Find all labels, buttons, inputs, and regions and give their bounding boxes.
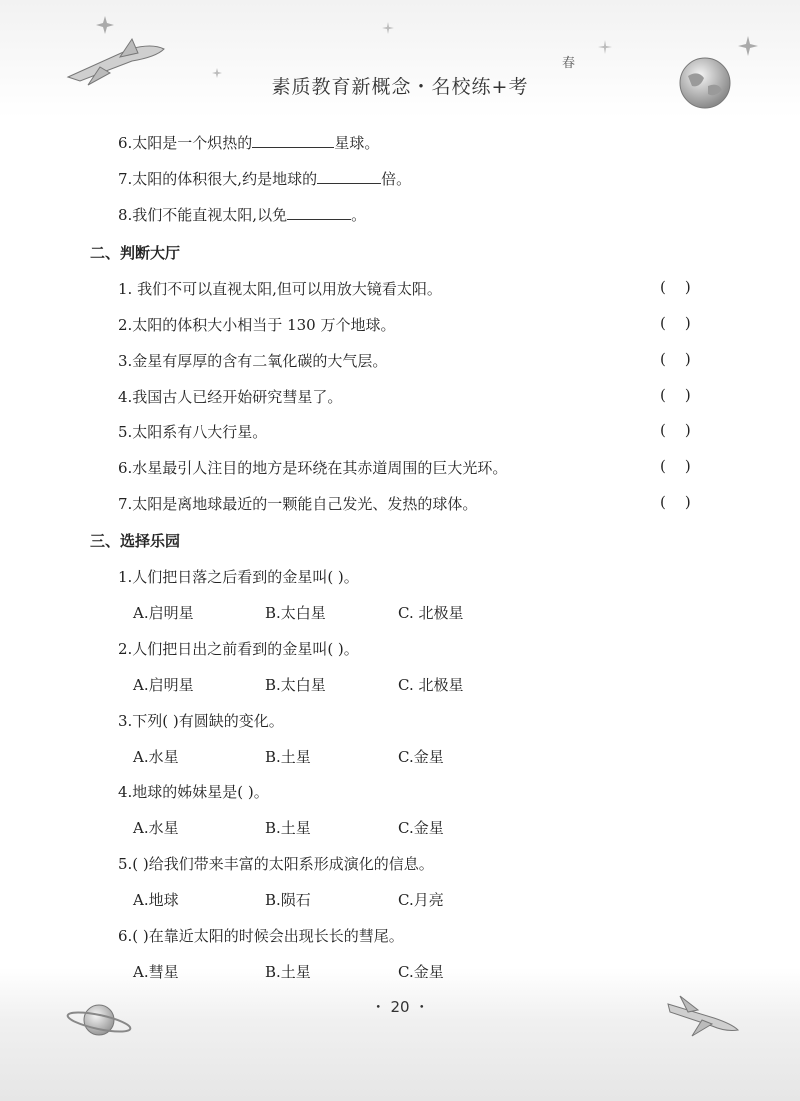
answer-parens: ( ) — [660, 386, 691, 404]
judgement-item: 5.太阳系有八大行星。 — [118, 423, 268, 441]
choice-question: 6.( )在靠近太阳的时候会出现长长的彗尾。 — [118, 927, 404, 945]
answer-blank — [317, 169, 381, 184]
choice-option-b: B.土星 — [265, 819, 311, 837]
choice-option-a: A.地球 — [133, 891, 179, 909]
choice-option-a: A.彗星 — [133, 963, 179, 981]
answer-parens: ( ) — [660, 350, 691, 368]
judgement-item: 7.太阳是离地球最近的一颗能自己发光、发热的球体。 — [118, 495, 478, 513]
fill-blank-text: 6.太阳是一个炽热的 — [118, 134, 253, 152]
answer-parens: ( ) — [660, 421, 691, 439]
season-label: 春 — [562, 56, 576, 71]
fill-blank-item — [118, 168, 411, 189]
judgement-item: 2.太阳的体积大小相当于 130 万个地球。 — [118, 316, 396, 334]
choice-option-a: A.启明星 — [133, 676, 194, 694]
choice-option-c: C. 北极星 — [398, 676, 464, 694]
choice-option-a: A.启明星 — [133, 604, 194, 622]
fill-blank-text: 。 — [351, 206, 367, 224]
choice-option-a: A.水星 — [133, 748, 179, 766]
choice-option-b: B.土星 — [265, 748, 311, 766]
judgement-item: 1. 我们不可以直视太阳,但可以用放大镜看太阳。 — [118, 280, 442, 298]
section-heading-judgement: 二、判断大厅 — [90, 244, 181, 262]
fill-blank-text: 8.我们不能直视太阳,以免 — [118, 206, 288, 224]
answer-blank — [252, 133, 334, 148]
sparkle-icon — [96, 16, 114, 34]
choice-option-c: C. 北极星 — [398, 604, 464, 622]
page-header-title: 素质教育新概念・名校练+考 — [271, 76, 529, 98]
choice-question: 4.地球的姊妹星是( )。 — [118, 783, 269, 801]
judgement-item: 6.水星最引人注目的地方是环绕在其赤道周围的巨大光环。 — [118, 459, 508, 477]
judgement-item: 4.我国古人已经开始研究彗星了。 — [118, 388, 343, 406]
choice-question: 5.( )给我们带来丰富的太阳系形成演化的信息。 — [118, 855, 434, 873]
choice-option-a: A.水星 — [133, 819, 179, 837]
choice-question: 1.人们把日落之后看到的金星叫( )。 — [118, 568, 359, 586]
sparkle-icon — [598, 40, 612, 54]
choice-option-c: C.金星 — [398, 748, 444, 766]
fill-blank-text: 星球。 — [334, 134, 380, 152]
fill-blank-text: 倍。 — [381, 170, 412, 188]
fill-blank-item — [118, 132, 379, 153]
choice-question: 3.下列( )有圆缺的变化。 — [118, 712, 284, 730]
section-heading-choice: 三、选择乐园 — [90, 532, 181, 550]
answer-parens: ( ) — [660, 493, 691, 511]
sparkle-icon — [738, 36, 758, 56]
choice-option-b: B.土星 — [265, 963, 311, 981]
answer-parens: ( ) — [660, 314, 691, 332]
choice-question: 2.人们把日出之前看到的金星叫( )。 — [118, 640, 359, 658]
choice-option-c: C.金星 — [398, 963, 444, 981]
answer-parens: ( ) — [660, 457, 691, 475]
choice-option-b: B.陨石 — [265, 891, 311, 909]
choice-option-c: C.金星 — [398, 819, 444, 837]
page-number: ・ 20 ・ — [370, 998, 430, 1016]
choice-option-c: C.月亮 — [398, 891, 444, 909]
fill-blank-text: 7.太阳的体积很大,约是地球的 — [118, 170, 318, 188]
sparkle-icon — [382, 22, 394, 34]
answer-blank — [287, 205, 351, 220]
judgement-item: 3.金星有厚厚的含有二氧化碳的大气层。 — [118, 352, 388, 370]
choice-option-b: B.太白星 — [265, 604, 326, 622]
answer-parens: ( ) — [660, 278, 691, 296]
fill-blank-item — [118, 204, 366, 225]
choice-option-b: B.太白星 — [265, 676, 326, 694]
